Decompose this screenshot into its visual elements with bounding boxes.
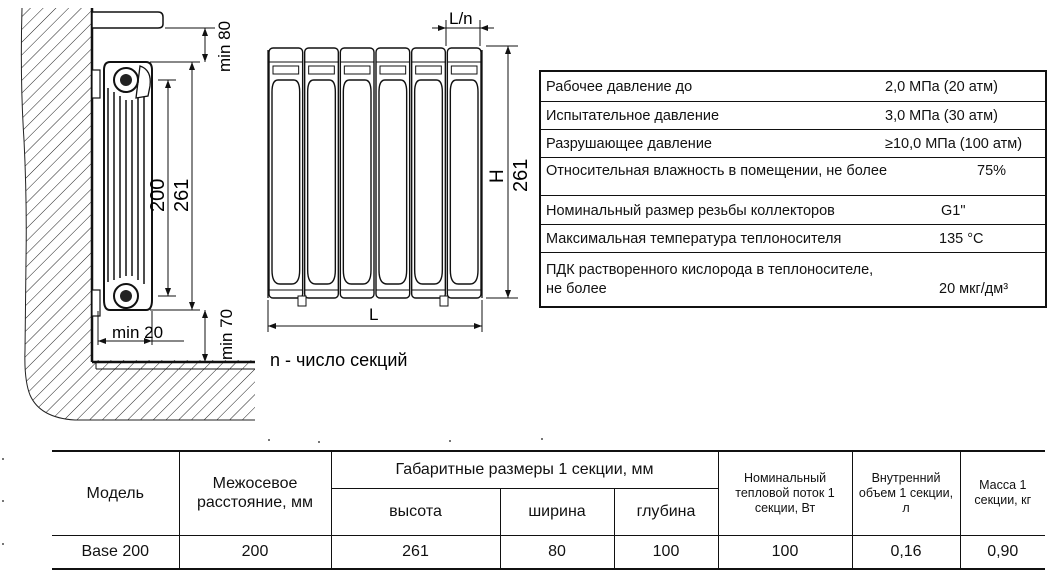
spec-row-oxygen-limit bbox=[541, 252, 1045, 307]
cell-width: 80 bbox=[500, 535, 614, 569]
header-dimensions-group: Габаритные размеры 1 секции, мм bbox=[331, 451, 718, 488]
header-heat-flow: Номинальный тепловой поток 1 секции, Вт bbox=[718, 451, 852, 535]
right-plug bbox=[440, 296, 448, 306]
spec-value: 20 мкг/дм³ bbox=[939, 281, 1009, 297]
front-height-label: 261 bbox=[510, 158, 532, 192]
spec-label: Разрушающее давление bbox=[546, 136, 712, 152]
spec-label: Испытательное давление bbox=[546, 108, 720, 124]
spec-label: Максимальная температура теплоносителя bbox=[546, 231, 842, 247]
height-symbol-label: H bbox=[487, 169, 508, 183]
radiator-section bbox=[447, 48, 481, 298]
spec-label: Относительная влажность в помещении, не более bbox=[546, 163, 888, 179]
spec-value: 75% bbox=[977, 163, 1007, 179]
model-table bbox=[52, 450, 1045, 570]
windowsill bbox=[92, 12, 163, 28]
cell-center-distance: 200 bbox=[179, 535, 331, 569]
cell-volume: 0,16 bbox=[852, 535, 960, 569]
radiator-section bbox=[412, 48, 446, 298]
spec-label: ПДК растворенного кислорода в теплоносителе, bbox=[546, 262, 874, 278]
header-width: ширина bbox=[500, 488, 614, 535]
front-view bbox=[268, 9, 532, 370]
top-clearance-label: min 80 bbox=[215, 20, 234, 72]
radiator-side-body bbox=[104, 62, 152, 310]
spec-row-burst-pressure bbox=[541, 129, 1045, 158]
sections-caption: n - число секций bbox=[270, 350, 408, 370]
wall-clearance-label: min 20 bbox=[112, 323, 164, 342]
side-height-label: 261 bbox=[171, 178, 193, 212]
radiator-section bbox=[340, 48, 374, 298]
header-model: Модель bbox=[52, 451, 179, 535]
radiator-section bbox=[305, 48, 339, 298]
radiator-section bbox=[269, 48, 303, 298]
length-label: L bbox=[369, 305, 379, 324]
spec-label-continued: не более bbox=[546, 281, 607, 297]
cell-heat-flow: 100 bbox=[718, 535, 852, 569]
cell-depth: 100 bbox=[614, 535, 718, 569]
header-volume: Внутренний объем 1 секции, л bbox=[852, 451, 960, 535]
spec-value: 2,0 МПа (20 атм) bbox=[885, 79, 998, 95]
left-plug bbox=[298, 296, 306, 306]
specs-table bbox=[539, 70, 1047, 308]
spec-value: 3,0 МПа (30 атм) bbox=[885, 108, 998, 124]
spec-value: ≥10,0 МПа (100 атм) bbox=[885, 136, 1023, 152]
spec-value: 135 °С bbox=[939, 231, 984, 247]
bottom-clearance-label: min 70 bbox=[217, 308, 236, 360]
header-height: высота bbox=[331, 488, 500, 535]
spec-label: Рабочее давление до bbox=[546, 79, 693, 95]
spec-row-humidity bbox=[541, 157, 1045, 196]
spec-value: G1" bbox=[941, 203, 966, 219]
header-center-distance: Межосевое расстояние, мм bbox=[179, 451, 331, 535]
center-distance-label: 200 bbox=[147, 178, 169, 212]
spec-row-max-temperature bbox=[541, 224, 1045, 253]
spec-row-working-pressure bbox=[541, 72, 1045, 101]
spec-row-thread-size bbox=[541, 195, 1045, 225]
radiator-section bbox=[376, 48, 410, 298]
cell-mass: 0,90 bbox=[960, 535, 1045, 569]
side-view bbox=[21, 8, 255, 420]
cell-model: Base 200 bbox=[52, 535, 179, 569]
cell-height: 261 bbox=[331, 535, 500, 569]
header-mass: Масса 1 секции, кг bbox=[960, 451, 1045, 535]
spec-label: Номинальный размер резьбы коллекторов bbox=[546, 203, 835, 219]
spec-row-test-pressure bbox=[541, 101, 1045, 130]
section-width-label: L/n bbox=[449, 9, 473, 28]
header-depth: глубина bbox=[614, 488, 718, 535]
table-row bbox=[52, 535, 1045, 569]
